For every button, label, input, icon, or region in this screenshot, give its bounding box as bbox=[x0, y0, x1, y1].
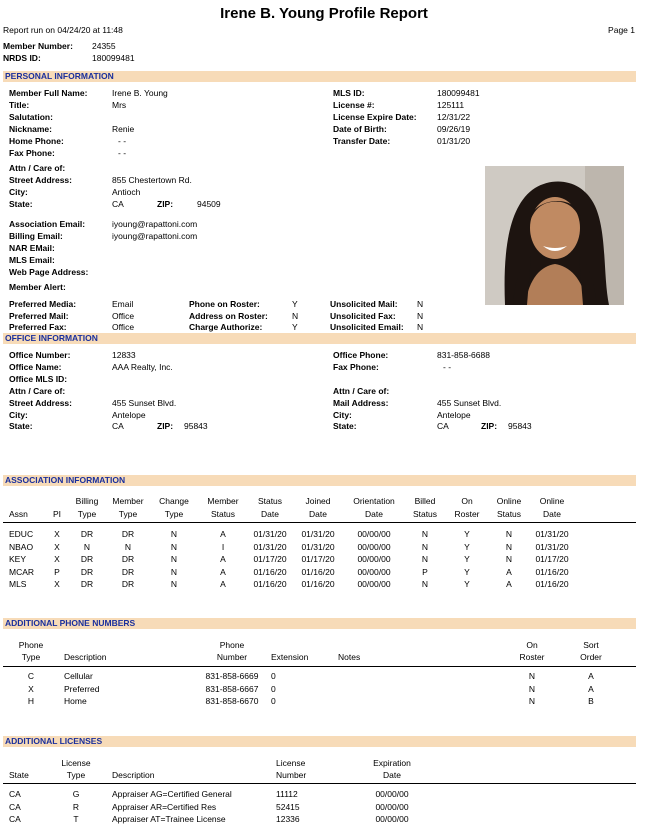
table-cell: P bbox=[422, 566, 428, 577]
field-label: Mail Address: bbox=[333, 398, 389, 408]
table-cell: P bbox=[54, 566, 60, 577]
field-value: CA bbox=[112, 199, 124, 209]
field-value: Antioch bbox=[112, 187, 141, 197]
table-cell: 0 bbox=[271, 671, 276, 681]
field-value: Irene B. Young bbox=[112, 88, 168, 98]
field-label: Member Full Name: bbox=[9, 88, 88, 98]
column-header: Status bbox=[257, 496, 283, 506]
column-header: Date bbox=[261, 509, 279, 519]
field-value: 855 Chestertown Rd. bbox=[112, 175, 192, 185]
field-value: Mrs bbox=[112, 100, 127, 110]
table-cell: Y bbox=[464, 529, 470, 539]
field-label: State: bbox=[9, 199, 33, 209]
column-header: Expiration bbox=[373, 758, 411, 768]
table-cell: Y bbox=[464, 579, 470, 589]
column-header: Member bbox=[207, 496, 239, 506]
table-cell: X bbox=[54, 554, 60, 564]
table-cell: Y bbox=[464, 566, 470, 577]
column-header: Number bbox=[276, 770, 307, 780]
member-number-label: Member Number: bbox=[3, 41, 73, 51]
table-cell: B bbox=[588, 696, 594, 706]
column-header: Billed bbox=[414, 496, 436, 506]
field-value: Y bbox=[292, 322, 298, 332]
field-value: AAA Realty, Inc. bbox=[112, 362, 173, 372]
field-label: Association Email: bbox=[9, 219, 86, 229]
field-label: NAR EMail: bbox=[9, 243, 55, 253]
field-label: Preferred Mail: bbox=[9, 311, 69, 321]
table-cell: DR bbox=[80, 554, 94, 564]
table-cell: X bbox=[28, 683, 34, 694]
additional-phones-header: ADDITIONAL PHONE NUMBERS bbox=[3, 618, 636, 629]
field-label: City: bbox=[333, 410, 352, 420]
field-label: License Expire Date: bbox=[333, 112, 417, 122]
table-cell: 01/16/20 bbox=[535, 579, 569, 589]
table-cell: DR bbox=[80, 529, 94, 539]
column-header: Roster bbox=[454, 509, 480, 519]
column-header: Date bbox=[543, 509, 561, 519]
table-cell: N bbox=[528, 683, 536, 694]
table-cell: 00/00/00 bbox=[375, 814, 409, 824]
field-value: Renie bbox=[112, 124, 135, 134]
zip-label: ZIP: bbox=[157, 421, 174, 431]
field-label: City: bbox=[9, 187, 28, 197]
table-cell: 01/31/20 bbox=[535, 541, 569, 552]
field-label: Attn / Care of: bbox=[9, 386, 66, 396]
field-value: 12833 bbox=[112, 350, 136, 360]
table-cell: DR bbox=[121, 554, 135, 564]
field-value: CA bbox=[112, 421, 124, 431]
field-label: Office MLS ID: bbox=[9, 374, 68, 384]
column-header: Sort bbox=[583, 640, 599, 650]
field-value: 831-858-6688 bbox=[437, 350, 490, 360]
table-cell: 831-858-6669 bbox=[205, 671, 259, 681]
column-header: Change bbox=[159, 496, 189, 506]
column-header: Date bbox=[309, 509, 327, 519]
zip-value: 94509 bbox=[197, 199, 221, 209]
table-cell: N bbox=[421, 541, 429, 552]
nrds-id-value: 180099481 bbox=[92, 53, 135, 63]
field-value: N bbox=[417, 311, 424, 321]
field-label: Attn / Care of: bbox=[9, 163, 66, 173]
field-value: 455 Sunset Blvd. bbox=[112, 398, 177, 408]
member-alert-label: Member Alert: bbox=[9, 282, 66, 292]
table-cell: 00/00/00 bbox=[357, 566, 391, 577]
column-header: License bbox=[276, 758, 306, 768]
portrait-image bbox=[485, 166, 624, 305]
field-label: Home Phone: bbox=[9, 136, 64, 146]
column-header: Description bbox=[64, 652, 107, 662]
table-cell: T bbox=[73, 814, 79, 824]
field-label: Address on Roster: bbox=[189, 311, 268, 321]
field-value: iyoung@rapattoni.com bbox=[112, 219, 198, 229]
report-run-date: Report run on 04/24/20 at 11:48 bbox=[3, 25, 123, 35]
field-label: Street Address: bbox=[9, 175, 72, 185]
table-cell: N bbox=[170, 579, 178, 589]
table-cell: X bbox=[54, 579, 60, 589]
field-label: Office Name: bbox=[9, 362, 62, 372]
table-cell: A bbox=[220, 554, 226, 564]
table-cell: DR bbox=[121, 566, 135, 577]
column-header: State bbox=[9, 770, 29, 780]
field-value: Antelope bbox=[437, 410, 471, 420]
field-label: Title: bbox=[9, 100, 30, 110]
table-cell: 01/31/20 bbox=[301, 541, 335, 552]
table-cell: CA bbox=[9, 789, 21, 799]
column-header: On bbox=[526, 640, 538, 650]
table-cell: DR bbox=[121, 579, 135, 589]
table-cell: N bbox=[421, 529, 429, 539]
zip-label: ZIP: bbox=[157, 199, 174, 209]
table-cell: 00/00/00 bbox=[357, 579, 391, 589]
table-cell: 01/31/20 bbox=[535, 529, 569, 539]
column-header: Date bbox=[383, 770, 401, 780]
member-number-value: 24355 bbox=[92, 41, 116, 51]
table-cell: N bbox=[170, 529, 178, 539]
table-cell: MCAR bbox=[9, 566, 35, 577]
zip-value: 95843 bbox=[184, 421, 208, 431]
table-cell: 01/16/20 bbox=[301, 579, 335, 589]
table-cell: 00/00/00 bbox=[357, 554, 391, 564]
page-number: Page 1 bbox=[608, 25, 635, 35]
field-value: Office bbox=[112, 322, 135, 332]
table-cell: KEY bbox=[9, 554, 27, 564]
table-cell: 11112 bbox=[276, 789, 298, 799]
column-header: Order bbox=[580, 652, 602, 662]
table-cell: 0 bbox=[271, 696, 276, 706]
table-cell: N bbox=[505, 554, 513, 564]
table-cell: N bbox=[421, 579, 429, 589]
table-cell: DR bbox=[121, 529, 135, 539]
field-value: Email bbox=[112, 299, 134, 309]
field-label: Unsolicited Fax: bbox=[330, 311, 396, 321]
field-value: Office bbox=[112, 311, 135, 321]
column-header: Orientation bbox=[353, 496, 395, 506]
field-value: CA bbox=[437, 421, 449, 431]
column-header: Online bbox=[496, 496, 522, 506]
table-cell: A bbox=[588, 671, 594, 681]
field-value: 125111 bbox=[437, 100, 465, 110]
table-cell: Y bbox=[464, 554, 470, 564]
table-cell: A bbox=[506, 579, 512, 589]
table-cell: N bbox=[170, 541, 178, 552]
table-cell: A bbox=[588, 683, 594, 694]
table-cell: N bbox=[170, 566, 178, 577]
column-header: PI bbox=[52, 509, 62, 519]
field-label: Preferred Media: bbox=[9, 299, 77, 309]
table-cell: 12336 bbox=[276, 814, 300, 824]
table-cell: 831-858-6670 bbox=[205, 696, 259, 706]
table-cell: N bbox=[170, 554, 178, 564]
column-header: Phone bbox=[219, 640, 245, 650]
table-cell: 01/17/20 bbox=[301, 554, 335, 564]
table-cell: N bbox=[505, 541, 513, 552]
table-cell: 00/00/00 bbox=[357, 529, 391, 539]
zip-value: 95843 bbox=[508, 421, 532, 431]
table-cell: CA bbox=[9, 814, 21, 824]
column-header: Billing bbox=[75, 496, 99, 506]
table-cell: 01/31/20 bbox=[253, 529, 287, 539]
table-cell: 00/00/00 bbox=[375, 789, 409, 799]
field-label: Preferred Fax: bbox=[9, 322, 67, 332]
field-value: 180099481 bbox=[437, 88, 480, 98]
table-cell: I bbox=[221, 541, 225, 552]
table-cell: 01/17/20 bbox=[253, 554, 287, 564]
table-cell: A bbox=[220, 529, 226, 539]
header-divider bbox=[3, 666, 636, 667]
field-value: iyoung@rapattoni.com bbox=[112, 231, 198, 241]
table-cell: Preferred bbox=[64, 683, 100, 694]
field-value: 09/26/19 bbox=[437, 124, 471, 134]
field-value: 12/31/22 bbox=[437, 112, 471, 122]
column-header: Phone bbox=[18, 640, 44, 650]
field-value: - - bbox=[118, 148, 127, 158]
field-label: Fax Phone: bbox=[9, 148, 55, 158]
field-label: Office Phone: bbox=[333, 350, 389, 360]
report-title: Irene B. Young Profile Report bbox=[220, 5, 428, 22]
field-value: 01/31/20 bbox=[437, 136, 471, 146]
table-cell: DR bbox=[80, 579, 94, 589]
table-cell: EDUC bbox=[9, 529, 34, 539]
field-label: Nickname: bbox=[9, 124, 52, 134]
column-header: Status bbox=[412, 509, 438, 519]
column-header: Assn bbox=[9, 509, 28, 519]
table-cell: Home bbox=[64, 696, 87, 706]
table-cell: N bbox=[421, 554, 429, 564]
field-label: Transfer Date: bbox=[333, 136, 391, 146]
zip-label: ZIP: bbox=[481, 421, 498, 431]
column-header: Type bbox=[118, 509, 138, 519]
column-header: Member bbox=[112, 496, 144, 506]
table-cell: 00/00/00 bbox=[375, 801, 409, 812]
table-cell: R bbox=[72, 801, 80, 812]
table-cell: 01/16/20 bbox=[535, 566, 569, 577]
table-cell: N bbox=[124, 541, 132, 552]
office-info-header: OFFICE INFORMATION bbox=[3, 333, 636, 344]
column-header: Type bbox=[77, 509, 97, 519]
field-label: Attn / Care of: bbox=[333, 386, 390, 396]
field-value: N bbox=[417, 299, 424, 309]
column-header: Extension bbox=[271, 652, 309, 662]
field-label: Date of Birth: bbox=[333, 124, 387, 134]
table-cell: H bbox=[27, 696, 35, 706]
table-cell: N bbox=[528, 671, 536, 681]
table-cell: 00/00/00 bbox=[357, 541, 391, 552]
table-cell: G bbox=[72, 789, 80, 799]
field-label: Phone on Roster: bbox=[189, 299, 260, 309]
field-label: City: bbox=[9, 410, 28, 420]
column-header: Joined bbox=[305, 496, 331, 506]
table-cell: A bbox=[506, 566, 512, 577]
field-label: State: bbox=[333, 421, 357, 431]
table-cell: Y bbox=[464, 541, 470, 552]
header-divider bbox=[3, 783, 636, 784]
field-label: MLS ID: bbox=[333, 88, 365, 98]
table-cell: X bbox=[54, 541, 60, 552]
column-header: License bbox=[61, 758, 91, 768]
column-header: Number bbox=[216, 652, 248, 662]
column-header: Type bbox=[66, 770, 86, 780]
field-label: State: bbox=[9, 421, 33, 431]
field-label: MLS Email: bbox=[9, 255, 55, 265]
column-header: Status bbox=[496, 509, 522, 519]
table-cell: 831-858-6667 bbox=[205, 683, 259, 694]
table-cell: DR bbox=[80, 566, 94, 577]
column-header: Type bbox=[164, 509, 184, 519]
field-label: Office Number: bbox=[9, 350, 71, 360]
column-header: Notes bbox=[338, 652, 361, 662]
field-value: Y bbox=[292, 299, 298, 309]
column-header: Date bbox=[365, 509, 383, 519]
column-header: On bbox=[461, 496, 473, 506]
table-cell: A bbox=[220, 566, 226, 577]
field-label: License #: bbox=[333, 100, 375, 110]
column-header: Status bbox=[210, 509, 236, 519]
field-label: Salutation: bbox=[9, 112, 53, 122]
table-cell: X bbox=[54, 529, 60, 539]
field-value: 455 Sunset Blvd. bbox=[437, 398, 502, 408]
table-cell: CA bbox=[9, 801, 21, 812]
table-cell: 01/16/20 bbox=[253, 566, 287, 577]
field-value: Antelope bbox=[112, 410, 146, 420]
table-cell: Appraiser AT=Trainee License bbox=[112, 814, 226, 824]
table-cell: N bbox=[505, 529, 513, 539]
field-label: Web Page Address: bbox=[9, 267, 89, 277]
field-label: Fax Phone: bbox=[333, 362, 379, 372]
field-label: Billing Email: bbox=[9, 231, 63, 241]
nrds-id-label: NRDS ID: bbox=[3, 53, 41, 63]
table-cell: 52415 bbox=[276, 801, 300, 812]
field-value: - - bbox=[443, 362, 452, 372]
field-label: Unsolicited Mail: bbox=[330, 299, 398, 309]
table-cell: 01/17/20 bbox=[535, 554, 569, 564]
table-cell: 01/16/20 bbox=[301, 566, 335, 577]
field-value: N bbox=[417, 322, 424, 332]
table-cell: 01/31/20 bbox=[253, 541, 287, 552]
column-header: Type bbox=[21, 652, 41, 662]
field-label: Street Address: bbox=[9, 398, 72, 408]
column-header: Roster bbox=[519, 652, 545, 662]
column-header: Description bbox=[112, 770, 155, 780]
table-cell: N bbox=[528, 696, 536, 706]
table-cell: NBAO bbox=[9, 541, 34, 552]
table-cell: MLS bbox=[9, 579, 27, 589]
table-cell: 0 bbox=[271, 683, 276, 694]
table-cell: Appraiser AG=Certified General bbox=[112, 789, 232, 799]
table-cell: A bbox=[220, 579, 226, 589]
field-label: Unsolicited Email: bbox=[330, 322, 404, 332]
field-label: Charge Authorize: bbox=[189, 322, 263, 332]
column-header: Online bbox=[539, 496, 565, 506]
table-cell: 01/16/20 bbox=[253, 579, 287, 589]
personal-info-header: PERSONAL INFORMATION bbox=[3, 71, 636, 82]
field-value: - - bbox=[118, 136, 127, 146]
header-divider bbox=[3, 522, 636, 523]
additional-licenses-header: ADDITIONAL LICENSES bbox=[3, 736, 636, 747]
table-cell: C bbox=[27, 671, 35, 681]
table-cell: Appraiser AR=Certified Res bbox=[112, 801, 217, 812]
field-value: N bbox=[292, 311, 299, 321]
table-cell: Cellular bbox=[64, 671, 93, 681]
table-cell: 01/31/20 bbox=[301, 529, 335, 539]
association-info-header: ASSOCIATION INFORMATION bbox=[3, 475, 636, 486]
table-cell: N bbox=[83, 541, 91, 552]
member-photo bbox=[485, 166, 624, 305]
